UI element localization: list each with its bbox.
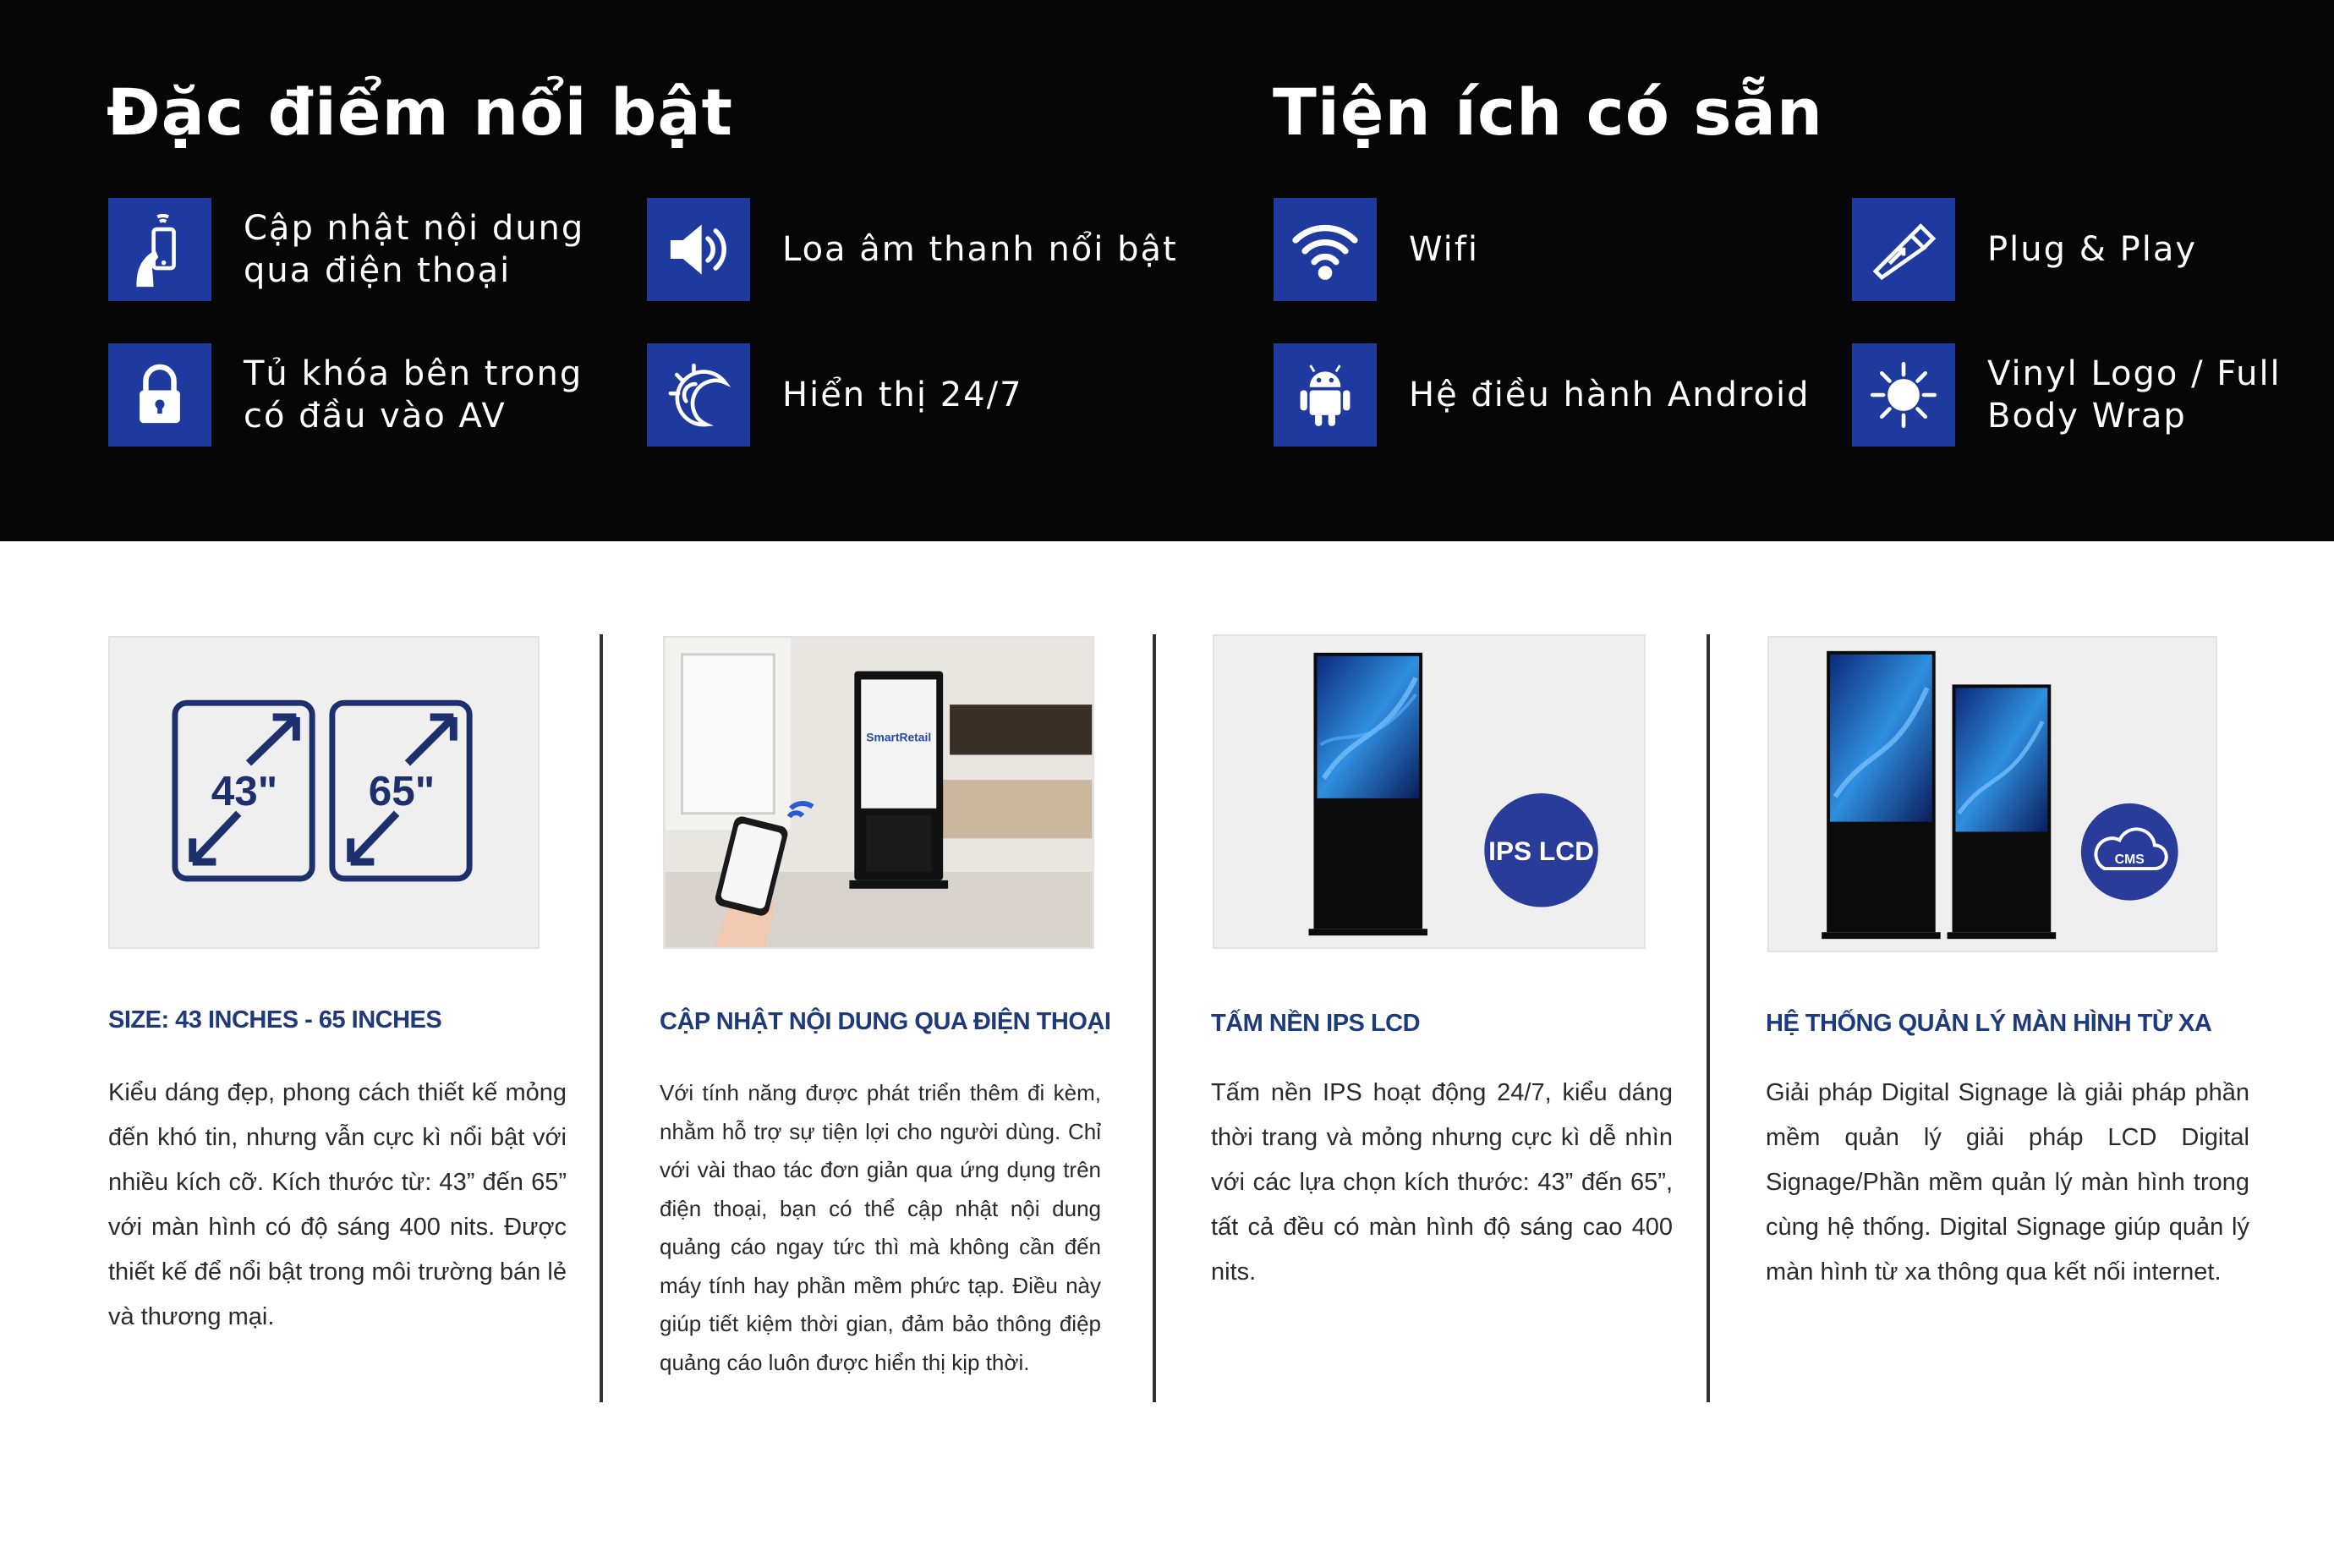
card-body-ips-lcd: Tấm nền IPS hoạt động 24/7, kiểu dáng thời trang và mỏng nhưng cực kì dễ nhìn với các lựa chọn kích thước: 43” đến 65”, tất cả đều có màn hình độ sáng cao 400 nits.: [1211, 1079, 1673, 1286]
utility-vinyl-wrap: [1852, 343, 2282, 447]
cms-badge: CMS: [2114, 853, 2145, 868]
feature-label: Cập nhật nội dung qua điện thoại: [244, 209, 585, 290]
features-heading: Đặc điểm nổi bật: [107, 74, 733, 150]
feature-phone-update: [108, 198, 584, 301]
features-banner: [0, 0, 2334, 541]
column-divider: [600, 634, 603, 1402]
ips-lcd-badge: IPS LCD: [1488, 836, 1594, 867]
wifi-icon: [1274, 198, 1377, 301]
sun-icon: [1852, 343, 1955, 447]
utilities-heading: Tiện ích có sẵn: [1273, 74, 1824, 150]
ips-lcd-image: [1213, 634, 1646, 949]
utility-android: [1274, 343, 1811, 447]
card-body-size: Kiểu dáng đẹp, phong cách thiết kế mỏng đến khó tin, nhưng vẫn cực kì nổi bật với nhiều kích cỡ. Kích thước từ: 43” đến 65” với màn hình có độ sáng 400 nits. Được thiết kế để nổi bật trong môi trường bán lẻ và thương mại.: [108, 1079, 567, 1330]
utility-plug-play: [1852, 198, 2197, 301]
utility-label: Wifi: [1409, 230, 1479, 269]
feature-label: Hiển thị 24/7: [782, 376, 1023, 414]
feature-label: Tủ khóa bên trong có đầu vào AV: [244, 354, 584, 436]
padlock-icon: [108, 343, 211, 447]
size-label-43: 43": [211, 767, 278, 814]
card-title-ips-lcd: TẤM NỀN IPS LCD: [1211, 1010, 1421, 1037]
utility-label: Vinyl Logo / Full Body Wrap: [1987, 354, 2282, 436]
size-label-65: 65": [368, 767, 436, 814]
card-title-phone-update: CẬP NHẬT NỘI DUNG QUA ĐIỆN THOẠI: [660, 1008, 1111, 1035]
sun-moon-icon: [647, 343, 750, 447]
card-body-cms: Giải pháp Digital Signage là giải pháp phần mềm quản lý giải pháp LCD Digital Signage/Phần mềm quản lý màn hình trong cùng hệ thống. Digital Signage giúp quản lý màn hình từ xa thông qua kết nối internet.: [1766, 1079, 2249, 1286]
card-body-phone-update: Với tính năng được phát triển thêm đi kèm, nhằm hỗ trợ sự tiện lợi cho người dùng. Chỉ với vài thao tác đơn giản qua ứng dụng trên điện thoại, bạn có thể cập nhật nội dung quảng cáo ngay tức thì mà không cần đến máy tính hay phần mềm phức tạp. Điều này giúp tiết kiệm thời gian, đảm bảo thông điệp quảng cáo luôn được hiển thị kịp thời.: [660, 1080, 1101, 1375]
utility-wifi: [1274, 198, 1479, 301]
smartretail-logo: SmartRetail: [866, 730, 932, 744]
usb-drive-icon: [1852, 198, 1955, 301]
speaker-icon: [647, 198, 750, 301]
feature-label: Loa âm thanh nổi bật: [782, 230, 1178, 269]
utility-label: Hệ điều hành Android: [1409, 376, 1811, 414]
phone-update-icon: [108, 198, 211, 301]
feature-display-247: [647, 343, 1023, 447]
column-divider: [1153, 634, 1156, 1402]
feature-lock: [108, 343, 583, 447]
phone-update-image: [663, 636, 1094, 949]
android-icon: [1274, 343, 1377, 447]
column-divider: [1707, 634, 1710, 1402]
card-title-cms: HỆ THỐNG QUẢN LÝ MÀN HÌNH TỪ XA: [1766, 1010, 2212, 1037]
utility-label: Plug & Play: [1987, 230, 2198, 269]
feature-speaker: [647, 198, 1178, 301]
cms-image: [1767, 636, 2217, 952]
size-image: [108, 636, 540, 949]
card-title-size: SIZE: 43 INCHES - 65 INCHES: [108, 1006, 442, 1033]
